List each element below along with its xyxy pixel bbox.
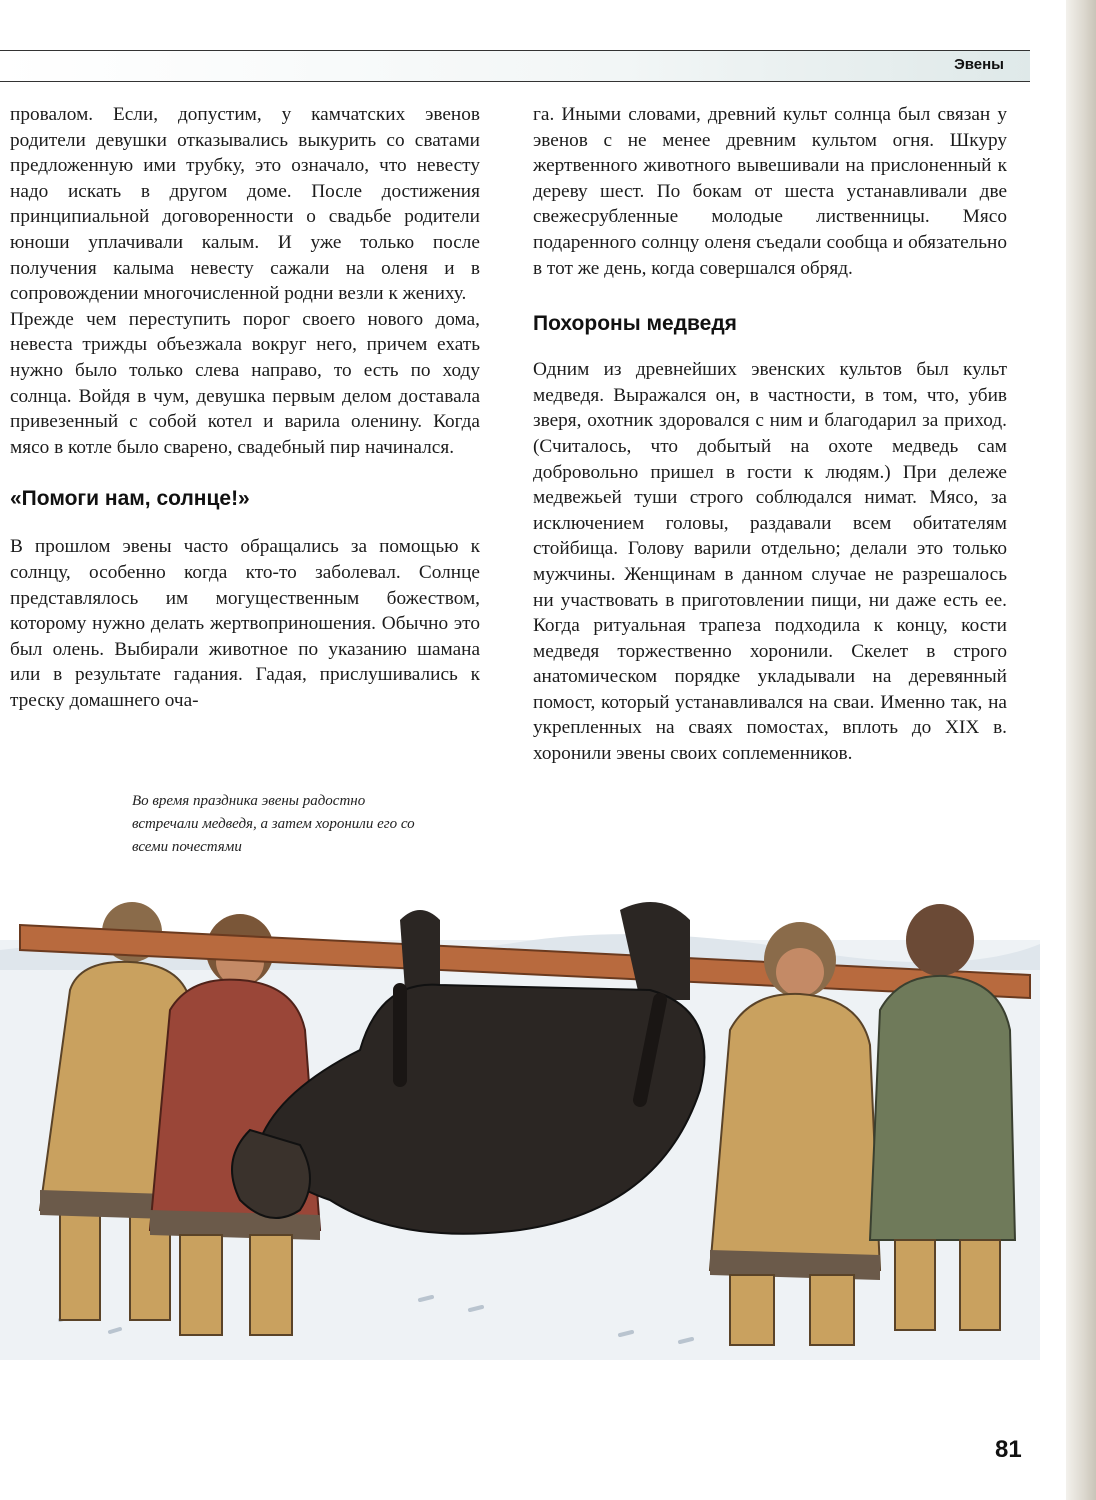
paragraph-bear-funeral: Одним из древнейших эвенских культов был культ медведя. Выражался он, в частности, в том, что, убив зверя, охотник здоровался с ним и благодарил за приход. (Считалось, что добытый на охоте медведь сам добровольно пришел в гости к людям.) При дележе медвежьей туши строго соблюдался нимат. Мясо, за исключением головы, раздавали всем обитателям стойбища. Голову варили отдельно; делали это только мужчины. Женщинам в данном случае не разрешалось ни участвовать в приготовлении пищи, ни даже есть ее. Когда ритуальная трапеза подходила к концу, кости медведя торжественно хоронили. Скелет в строго анатомическом порядке укладывали на деревянный помост, который устанавливался на сваи. Именно так, на укрепленных на сваях помостах, вплоть до XIX в. хоронили эвены своих соплеменников. [533, 359, 1007, 765]
heading-sun: «Помоги нам, солнце!» [10, 487, 250, 511]
header-title: Эвены [954, 56, 1004, 73]
paragraph-sun-continued: га. Иными словами, древний культ солнца был связан у эвенов с не менее древним культом огня. Шкуру жертвенного животного вывешивали на прислоненный к дереву шест. По бокам от шеста устанавливали две свежесрубленные молодые лиственницы. Мясо подаренного солнцу оленя съедали сообща и обязательно в тот же день, когда совершался обряд. [533, 104, 1007, 279]
left-column [10, 102, 480, 713]
running-header [0, 50, 1030, 82]
paragraph-wedding-2: Прежде чем переступить порог своего нового дома, невеста трижды объезжала вокруг него, причем ехать нужно было только слева направо, то есть по ходу солнца. Войдя в чум, девушка первым делом доставала привезенный с собой котел и варила оленину. Когда мясо в котле было сварено, свадебный пир начинался. [10, 308, 480, 458]
bear-carrying-illustration [0, 880, 1040, 1360]
heading-bear-funeral: Похороны медведя [533, 312, 737, 336]
page-edge [1066, 0, 1096, 1500]
paragraph-sun: В прошлом эвены часто обращались за помощью к солнцу, особенно когда кто-то заболевал. Солнце представлялось им могущественным божеством, которому нужно делать жертвоприношения. Обычно это был олень. Выбирали животное по указанию шамана или в результате гадания. Гадая, прислушивались к треску домашнего оча- [10, 536, 480, 711]
illustration-caption: Во время праздника эвены радостно встречали медведя, а затем хоронили его со всеми почестями [132, 793, 415, 855]
right-column [533, 102, 1007, 767]
page-number: 81 [995, 1436, 1022, 1463]
paragraph-wedding-1: провалом. Если, допустим, у камчатских эвенов родители девушки отказывались выкурить со сватами предложенную ими трубку, это означало, что невесту надо искать в другом доме. После достижения принципиальной договоренности о свадьбе родители юноши уплачивали калым. И уже только после получения калыма невесту сажали на оленя и в сопровождении многочисленной родни везли к жениху. [10, 104, 480, 305]
